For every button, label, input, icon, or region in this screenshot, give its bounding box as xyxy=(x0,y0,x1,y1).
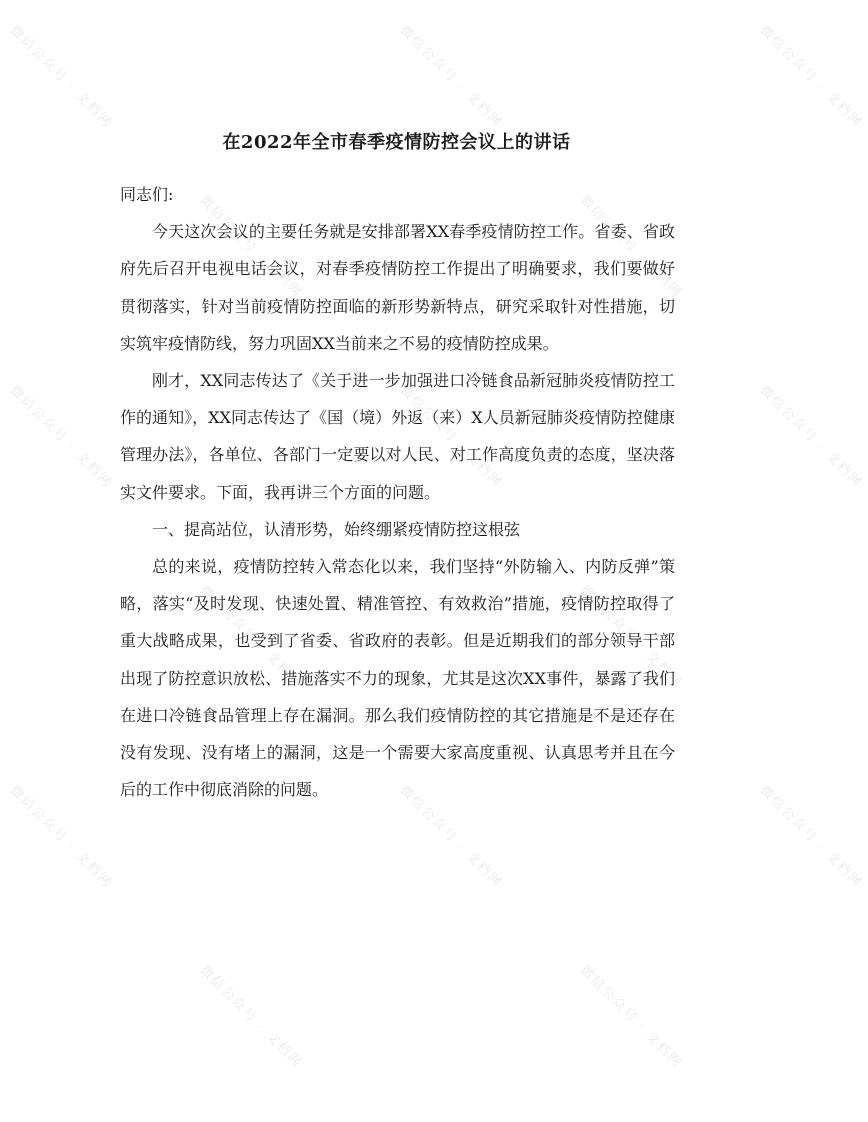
watermark: 微信公众号 · 文档网 xyxy=(756,22,866,132)
watermark: 微信公众号 · 文档网 xyxy=(396,782,506,892)
salutation: 同志们: xyxy=(120,185,174,204)
paragraph: 刚才，XX同志传达了《关于进一步加强进口冷链食品新冠肺炎疫情防控工作的通知》，XX同志传达了《国（境）外返（来）X人员新冠肺炎疫情防控健康管理办法》，各单位、各部门一定要以对人民、对工作高度负责的态度，坚决落实文件要求。下面，我再讲三个方面的问题。 xyxy=(120,371,675,502)
paragraph: 总的来说，疫情防控转入常态化以来，我们坚持“外防输入、内防反弹”策略，落实“及时发现、快速处置、精准管控、有效救治”措施，疫情防控取得了重大战略成果，也受到了省委、省政府的表彰。但是近期我们的部分领导干部出现了防控意识放松、措施落实不力的现象，尤其是这次XX事件，暴露了我们在进口冷链食品管理上存在漏洞。那么我们疫情防控的其它措施是不是还存在没有发现、没有堵上的漏洞，这是一个需要大家高度重视、认真思考并且在今后的工作中彻底消除的问题。 xyxy=(120,557,675,800)
watermark: 微信公众号 · 文档网 xyxy=(196,582,306,692)
watermark: 微信公众号 · 文档网 xyxy=(6,382,116,492)
watermark: 微信公众号 · 文档网 xyxy=(196,962,306,1072)
watermark: 微信公众号 · 文档网 xyxy=(196,192,306,302)
watermark: 微信公众号 · 文档网 xyxy=(576,962,686,1072)
watermark: 微信公众号 · 文档网 xyxy=(576,192,686,302)
watermark: 微信公众号 · 文档网 xyxy=(576,582,686,692)
section-heading: 一、提高站位，认清形势，始终绷紧疫情防控这根弦 xyxy=(152,519,521,539)
paragraph: 今天这次会议的主要任务就是安排部署XX春季疫情防控工作。省委、省政府先后召开电视电话会议，对春季疫情防控工作提出了明确要求，我们要做好贯彻落实，针对当前疫情防控面临的新形势新特点，研究采取针对性措施，切实筑牢疫情防线，努力巩固XX当前来之不易的疫情防控成果。 xyxy=(120,222,675,353)
watermark: 微信公众号 · 文档网 xyxy=(396,382,506,492)
watermark: 微信公众号 · 文档网 xyxy=(756,382,866,492)
document-body xyxy=(120,176,675,808)
watermark: 微信公众号 · 文档网 xyxy=(6,22,116,132)
watermark: 微信公众号 · 文档网 xyxy=(6,782,116,892)
watermark: 微信公众号 · 文档网 xyxy=(396,22,506,132)
watermark: 微信公众号 · 文档网 xyxy=(756,782,866,892)
page-title: 在2022年全市春季疫情防控会议上的讲话 xyxy=(222,132,571,153)
